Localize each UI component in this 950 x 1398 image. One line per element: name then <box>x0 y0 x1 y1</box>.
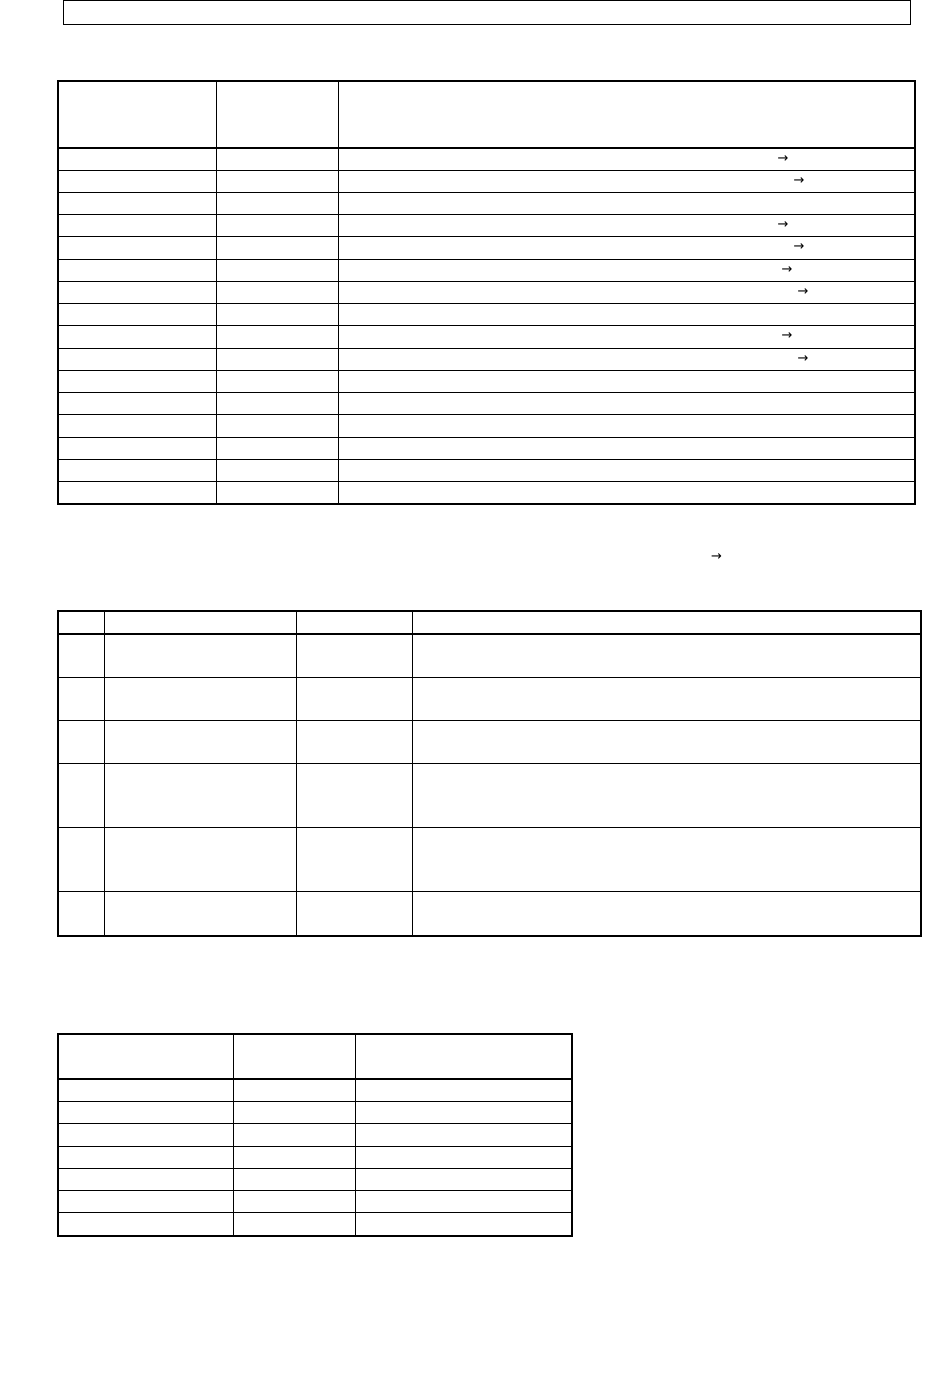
table-header-row <box>58 1034 572 1079</box>
table-row <box>58 1102 572 1124</box>
table-row <box>58 828 921 892</box>
header-cell <box>355 1034 572 1079</box>
table-row <box>58 237 915 259</box>
table-header-row <box>58 611 921 634</box>
table-row <box>58 170 915 192</box>
table-row <box>58 215 915 237</box>
arrow-right-icon: → <box>781 328 793 344</box>
arrow-right-icon: → <box>797 350 809 366</box>
table-row <box>58 1146 572 1168</box>
table-row <box>58 1168 572 1190</box>
header-cell <box>216 81 338 148</box>
table-row <box>58 1079 572 1101</box>
header-box <box>63 0 911 25</box>
arrow-right-icon: → <box>777 217 789 233</box>
table-row <box>58 148 915 170</box>
header-cell <box>412 611 921 634</box>
header-cell <box>338 81 915 148</box>
table-row <box>58 720 921 763</box>
arrow-right-icon: → <box>797 283 809 299</box>
table-row <box>58 437 915 459</box>
arrow-right-icon: → <box>793 172 805 188</box>
table-row <box>58 763 921 827</box>
table-2 <box>57 610 922 937</box>
header-cell <box>104 611 296 634</box>
table-row <box>58 259 915 281</box>
table-row <box>58 892 921 936</box>
arrow-right-icon: → <box>793 239 805 255</box>
table-row <box>58 677 921 720</box>
table-row <box>58 304 915 326</box>
table-row <box>58 348 915 370</box>
table-header-row <box>58 81 915 148</box>
table-row <box>58 1124 572 1146</box>
table-row <box>58 634 921 677</box>
header-cell <box>233 1034 355 1079</box>
arrow-right-icon: → <box>711 549 722 564</box>
table-3 <box>57 1033 573 1237</box>
table-row <box>58 281 915 303</box>
table-row <box>58 482 915 504</box>
header-cell <box>296 611 412 634</box>
table-row <box>58 415 915 437</box>
table-row <box>58 459 915 481</box>
table-row <box>58 192 915 214</box>
table-1 <box>57 80 916 505</box>
table-row <box>58 1213 572 1236</box>
table-row <box>58 1191 572 1213</box>
header-cell <box>58 81 216 148</box>
table-row <box>58 326 915 348</box>
table-row <box>58 393 915 415</box>
arrow-right-icon: → <box>781 261 793 277</box>
table-row <box>58 370 915 392</box>
header-cell <box>58 1034 233 1079</box>
arrow-right-icon: → <box>777 150 789 166</box>
header-cell <box>58 611 104 634</box>
